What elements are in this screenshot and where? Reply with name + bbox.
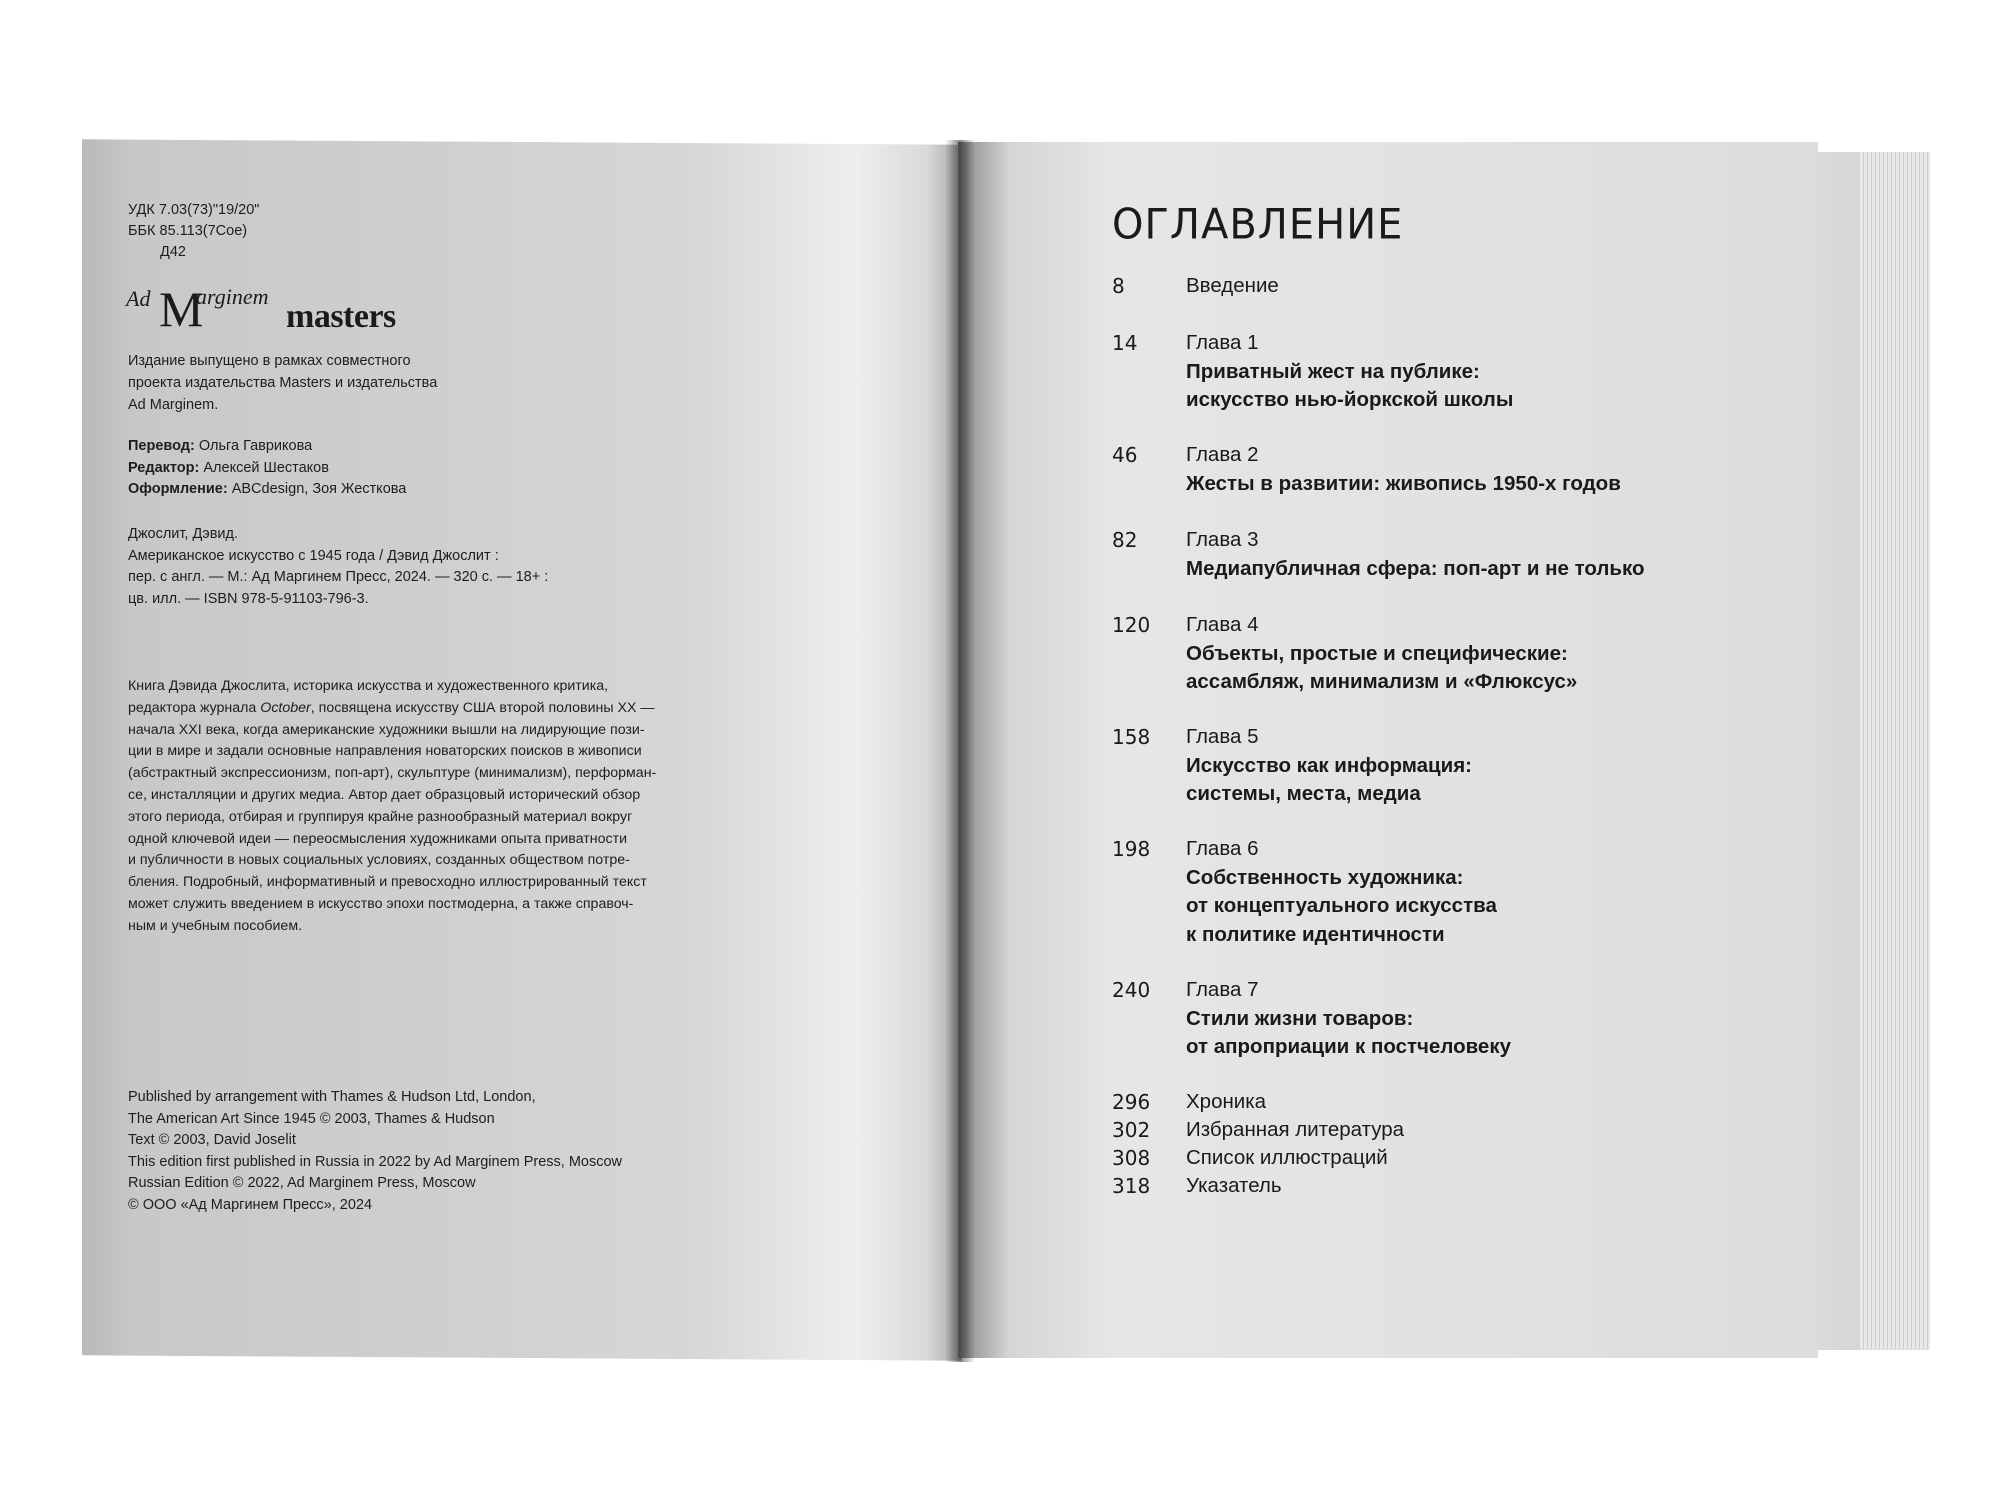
biblio-line: Американское искусство с 1945 года / Дэвид Джослит : — [128, 547, 499, 564]
annotation-line: начала XXI века, когда американские художники вышли на лидирующие пози- — [128, 721, 645, 738]
toc-entry-text — [1186, 723, 1746, 809]
toc-title-line: Искусство как информация: — [1186, 753, 1473, 777]
edition-line: проекта издательства Masters и издательства — [128, 375, 438, 391]
publisher-logo — [126, 280, 456, 340]
biblio-line: Джослит, Дэвид. — [128, 526, 238, 542]
annotation-line: се, инсталляции и других медиа. Автор дает образцовый исторический обзор — [128, 786, 641, 803]
edition-line: Ad Marginem. — [128, 397, 219, 413]
biblio-line: пер. с англ. — М.: Ад Маргинем Пресс, 2024. — 320 с. — 18+ : — [128, 569, 549, 585]
journal-title: October — [260, 699, 311, 716]
copyright-line: Published by arrangement with Thames & Hudson Ltd, London, — [128, 1089, 536, 1105]
toc-entry-text — [1186, 1088, 1746, 1117]
logo-arginem: arginem — [196, 284, 269, 309]
book-spine — [945, 140, 975, 1362]
toc-title-line: от апроприации к постчеловеку — [1186, 1035, 1511, 1058]
toc-entry-text — [1186, 1116, 1746, 1145]
toc-title-line: ассамбляж, минимализм и «Флюксус» — [1186, 670, 1578, 693]
toc-page-number: 296 — [1112, 1090, 1151, 1114]
copyright-line: Russian Edition © 2022, Ad Marginem Press, Moscow — [128, 1175, 476, 1191]
toc-chapter-label: Глава 3 — [1186, 528, 1259, 551]
biblio-line: цв. илл. — ISBN 978-5-91103-796-3. — [128, 590, 369, 607]
annotation-line: (абстрактный экспрессионизм, поп-арт), скульптуре (минимализм), перформан- — [128, 765, 657, 782]
toc-title-line: Жесты в развитии: живопись 1950-х годов — [1186, 471, 1621, 495]
toc-page-number: 302 — [1112, 1118, 1151, 1142]
toc-title-line: Указатель — [1186, 1174, 1282, 1197]
annotation-text: , посвящена искусству США второй половины XX — — [310, 699, 655, 716]
logo-ad: Ad — [126, 286, 151, 311]
credit-value: ABCdesign, Зоя Жесткова — [227, 481, 407, 497]
author-mark: Д42 — [160, 244, 186, 260]
toc-chapter-label: Глава 1 — [1186, 331, 1259, 354]
annotation-text: редактора журнала — [128, 699, 261, 716]
toc-chapter-label: Глава 7 — [1186, 978, 1259, 1001]
annotation-line: Книга Дэвида Джослита, историка искусства и художественного критика, — [128, 678, 609, 694]
toc-title-line: Введение — [1186, 274, 1279, 297]
toc-page-number: 158 — [1112, 725, 1151, 749]
toc-entry-text — [1186, 441, 1746, 498]
toc-page-number: 240 — [1112, 978, 1151, 1002]
credit-label: Перевод: — [128, 438, 195, 454]
toc-title-line: искусство нью-йоркской школы — [1186, 388, 1514, 411]
credits-block — [128, 436, 588, 501]
annotation-line: бления. Подробный, информативный и превосходно иллюстрированный текст — [128, 874, 647, 891]
credit-value: Ольга Гаврикова — [194, 438, 313, 454]
annotation-line: ции в мире и задали основные направления новаторских поисков в живописи — [128, 743, 642, 760]
toc-page-number: 120 — [1112, 613, 1151, 637]
toc-title-line: от концептуального искусства — [1186, 894, 1497, 917]
toc-title-line: Список иллюстраций — [1186, 1146, 1388, 1169]
toc-title-line: Медиапубличная сфера: поп-арт и не только — [1186, 556, 1645, 580]
toc-entry-text — [1186, 976, 1746, 1062]
toc-page-number: 14 — [1112, 331, 1138, 355]
credit-value: Алексей Шестаков — [199, 459, 329, 476]
toc-entry-text — [1186, 1144, 1746, 1173]
toc-page-number: 46 — [1112, 443, 1138, 467]
logo-m: M — [159, 281, 204, 337]
toc-entry-text — [1186, 1172, 1746, 1201]
toc-entry-text — [1186, 329, 1746, 415]
credit-editor — [128, 458, 588, 480]
bibliographic-record — [128, 524, 628, 610]
annotation-line: может служить введением в искусство эпохи постмодерна, а также справоч- — [128, 895, 634, 912]
toc-chapter-label: Глава 5 — [1186, 725, 1259, 748]
toc-page-number: 308 — [1112, 1146, 1151, 1170]
udk-block — [128, 200, 259, 263]
toc-title: ОГЛАВЛЕНИЕ — [1112, 200, 1404, 250]
udk-line: УДК 7.03(73)"19/20" — [128, 202, 260, 218]
credit-translator — [128, 436, 588, 458]
copyright-line: © ООО «Ад Маргинем Пресс», 2024 — [128, 1196, 373, 1213]
copyright-block — [128, 1087, 748, 1216]
toc-title-line: Собственность художника: — [1186, 865, 1464, 889]
bbk-line: ББК 85.113(7Сое) — [128, 223, 248, 239]
toc-title-line: Хроника — [1186, 1090, 1267, 1113]
edition-line: Издание выпущено в рамках совместного — [128, 353, 411, 369]
toc-chapter-label: Глава 4 — [1186, 613, 1259, 636]
annotation-line: ным и учебным пособием. — [128, 917, 303, 934]
toc-title-line: Стили жизни товаров: — [1186, 1006, 1414, 1030]
annotation-line: и публичности в новых социальных условиях, созданных обществом потре- — [128, 852, 630, 869]
toc-chapter-label: Глава 2 — [1186, 443, 1259, 466]
toc-chapter-label: Глава 6 — [1186, 837, 1259, 860]
logo-masters: masters — [286, 298, 396, 335]
toc-title-line: Объекты, простые и специфические: — [1186, 641, 1568, 665]
toc-title-line: Избранная литература — [1186, 1118, 1405, 1141]
annotation-line: одной ключевой идеи — переосмысления художниками опыта приватности — [128, 830, 628, 847]
page-edges — [1860, 152, 1930, 1350]
annotation — [128, 676, 728, 938]
toc-title-line: к политике идентичности — [1186, 922, 1445, 946]
copyright-line: The American Art Since 1945 © 2003, Thames & Hudson — [128, 1110, 495, 1127]
toc-entry-text — [1186, 526, 1746, 583]
toc-entry-text — [1186, 611, 1746, 697]
edition-note — [128, 350, 548, 416]
toc-page-number: 198 — [1112, 837, 1151, 861]
credit-label: Оформление: — [128, 481, 228, 497]
toc-entry-text — [1186, 272, 1746, 301]
credit-label: Редактор: — [128, 459, 200, 476]
toc-page-number: 82 — [1112, 528, 1138, 552]
annotation-line: этого периода, отбирая и группируя крайне разнообразный материал вокруг — [128, 808, 633, 825]
toc-page-number: 318 — [1112, 1174, 1151, 1198]
annotation-line — [128, 698, 728, 720]
toc-entry-text — [1186, 835, 1746, 949]
copyright-line: Text © 2003, David Joselit — [128, 1132, 296, 1148]
toc-title-line: системы, места, медиа — [1186, 782, 1421, 805]
toc-page-number: 8 — [1112, 274, 1125, 298]
toc-title-line: Приватный жест на публике: — [1186, 359, 1480, 383]
credit-design — [128, 479, 588, 501]
copyright-line: This edition first published in Russia in 2022 by Ad Marginem Press, Moscow — [128, 1153, 623, 1170]
